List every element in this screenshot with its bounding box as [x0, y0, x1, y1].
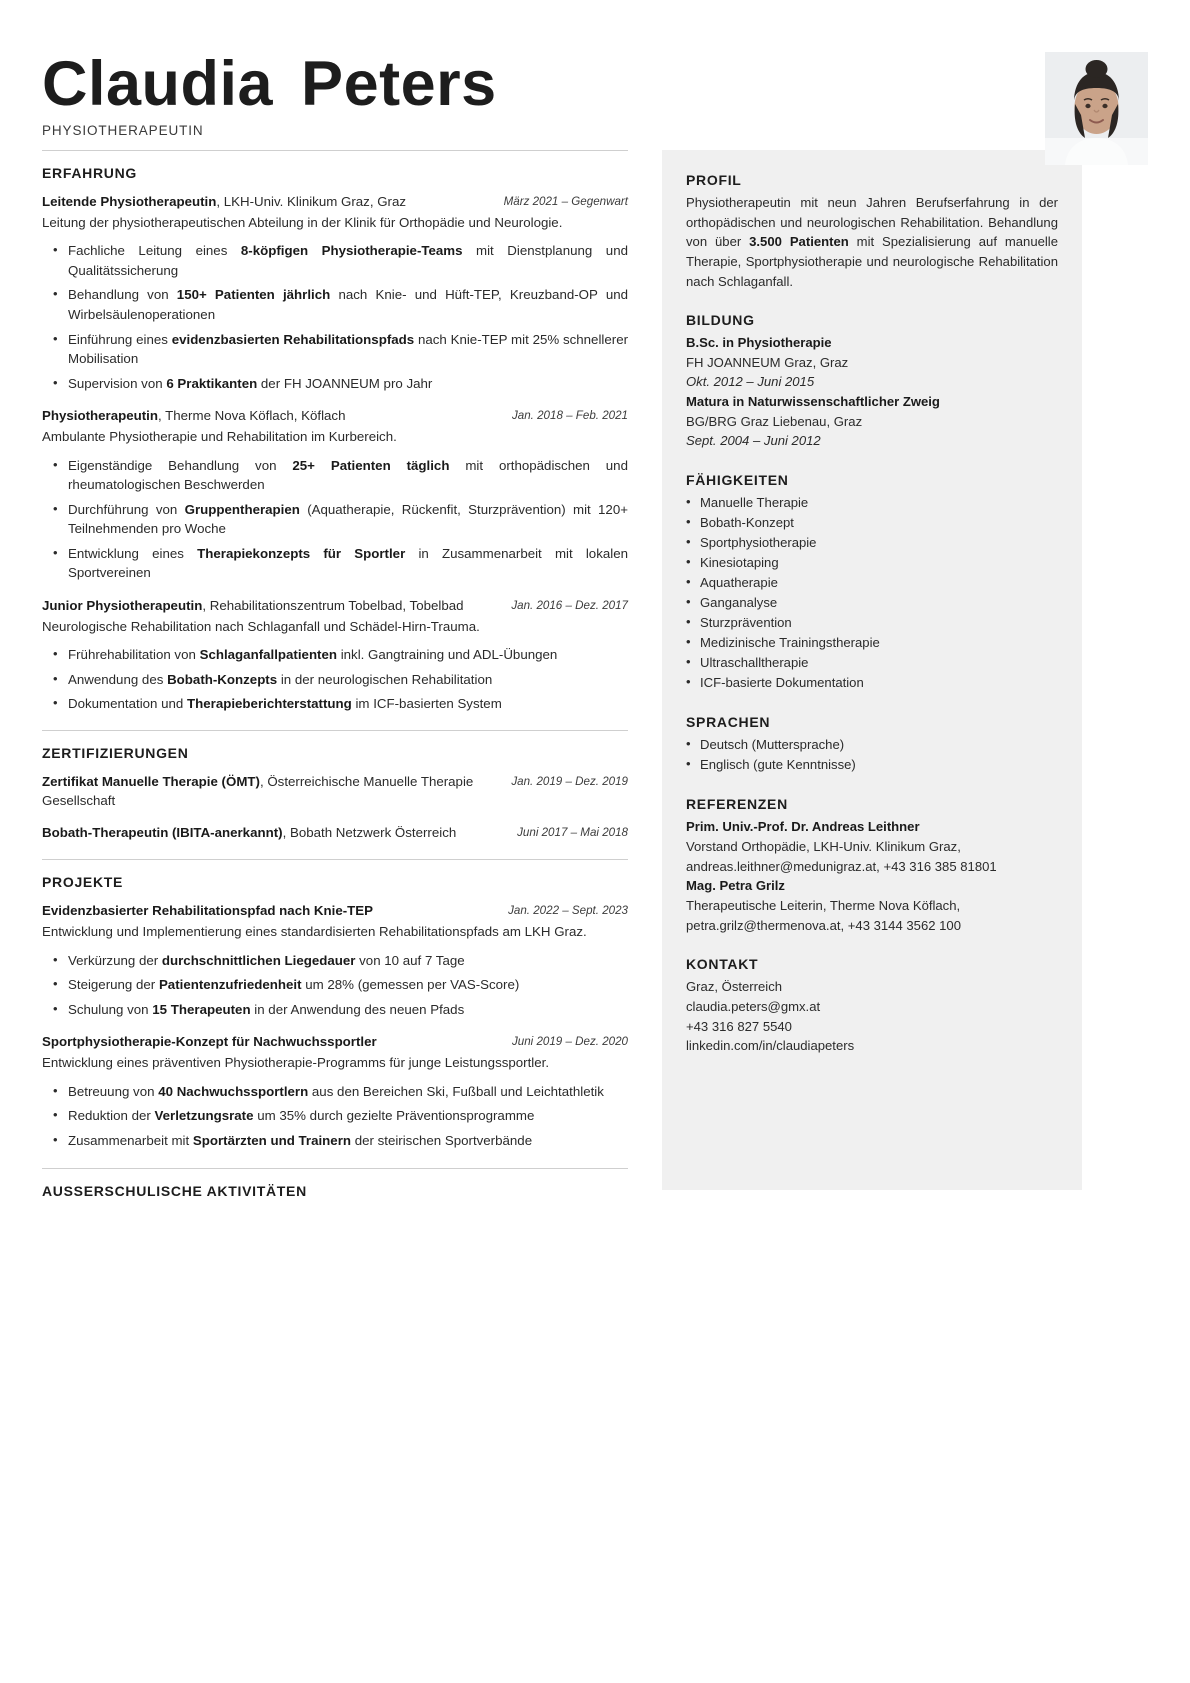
experience-role: Physiotherapeutin: [42, 408, 158, 424]
list-item: [42, 374, 628, 394]
list-item: [42, 456, 628, 495]
education-date: Sept. 2004 – Juni 2012: [686, 433, 821, 449]
bullet-text-post: mit Dienstplanung und Qualitätssicherung: [68, 243, 628, 278]
main-column: [42, 150, 640, 1199]
bullet-text-pre: Behandlung von: [68, 287, 177, 303]
section-divider: [42, 730, 628, 731]
section-languages: [686, 714, 1058, 775]
bullet-text-bold: Schlaganfallpatienten: [199, 647, 338, 663]
experience-entry: [42, 193, 628, 393]
project-description: Entwicklung und Implementierung eines standardisierten Rehabilitationspfads am LKH Graz.: [42, 924, 587, 940]
section-title-languages: SPRACHEN: [686, 714, 771, 731]
experience-company: , LKH-Univ. Klinikum Graz, Graz: [216, 194, 407, 209]
certification-entry: [42, 773, 628, 811]
contact-location: Graz, Österreich: [686, 979, 783, 995]
section-title-certifications: ZERTIFIZIERUNGEN: [42, 744, 189, 761]
section-education: [686, 312, 1058, 451]
bullet-text-bold: 25+ Patienten täglich: [292, 457, 450, 473]
list-item: • Englisch (gute Kenntnisse): [686, 755, 1058, 775]
contact-linkedin[interactable]: linkedin.com/in/claudiapeters: [686, 1038, 855, 1054]
bullet-text-bold: 15 Therapeuten: [152, 1001, 251, 1017]
section-experience: [42, 150, 628, 714]
experience-entry-header: [42, 193, 628, 212]
experience-description: Ambulante Physiotherapie und Rehabilitation im Kurbereich.: [42, 429, 397, 444]
profile-text-part2: mit Spezialisierung auf manuelle Therapie, Sportphysiotherapie und neurologische Rehabilitation nach Schlaganfall.: [686, 234, 1058, 289]
list-item: [42, 1106, 628, 1126]
experience-date: Jan. 2016 – Dez. 2017: [511, 598, 628, 612]
reference-position: Vorstand Orthopädie, LKH-Univ. Klinikum Graz,: [686, 839, 961, 855]
reference-name: Prim. Univ.-Prof. Dr. Andreas Leithner: [686, 819, 920, 835]
section-title-projects: PROJEKTE: [42, 874, 124, 891]
profile-text-part1: Physiotherapeutin mit neun Jahren Berufserfahrung in der orthopädischen und neurologischen Rehabilitation. Behandlung von über: [686, 195, 1058, 250]
certification-entry: [42, 824, 628, 843]
bullet-text-post: in der neurologischen Rehabilitation: [277, 671, 493, 687]
certification-date: Juni 2017 – Mai 2018: [517, 826, 628, 840]
bullet-text-post: mit orthopädischen und rheumatologischen Beschwerden: [68, 457, 628, 493]
reference-contact: andreas.leithner@medunigraz.at, +43 316 385 81801: [686, 858, 997, 874]
bullet-text-post: nach Knie- und Hüft-TEP, Kreuzband-OP und Wirbelsäulenoperationen: [68, 287, 628, 322]
experience-bullet-list: [42, 456, 628, 583]
list-item: [42, 500, 628, 539]
bullet-text-post: um 35% durch gezielte Präventionsprogramme: [253, 1108, 535, 1124]
section-divider: [42, 859, 628, 860]
project-entry-header: [42, 902, 628, 921]
resume-header: [0, 0, 1190, 150]
education-entry: [686, 333, 1058, 392]
bullet-text-pre: Verkürzung der: [68, 952, 162, 968]
list-item: [42, 951, 628, 971]
section-divider: [42, 1168, 628, 1169]
resume-body: [0, 150, 1190, 1199]
bullet-text-post: von 10 auf 7 Tage: [355, 952, 465, 968]
list-item: • Sturzprävention: [686, 613, 1058, 633]
bullet-text-bold: Patientenzufriedenheit: [158, 977, 302, 993]
bullet-text-pre: Entwicklung eines: [68, 545, 198, 561]
list-item: • Ultraschalltherapie: [686, 653, 1058, 673]
reference-entry: [686, 876, 1058, 935]
experience-company: , Rehabilitationszentrum Tobelbad, Tobelbad: [202, 597, 464, 613]
list-item: [42, 1000, 628, 1020]
list-item: • Manuelle Therapie: [686, 493, 1058, 513]
list-item: • Aquatherapie: [686, 573, 1058, 593]
experience-entry: [42, 407, 628, 583]
bullet-text-pre: Einführung eines: [68, 331, 172, 347]
profile-highlight: 3.500 Patienten: [749, 234, 849, 250]
bullet-text-bold: Bobath-Konzepts: [167, 671, 278, 687]
section-title-experience: ERFAHRUNG: [42, 165, 137, 181]
experience-description: Leitung der physiotherapeutischen Abteilung in der Klinik für Orthopädie und Neurologie.: [42, 214, 563, 230]
project-entry: [42, 902, 628, 1019]
section-title-profile: PROFIL: [686, 172, 742, 188]
certification-date: Jan. 2019 – Dez. 2019: [511, 774, 628, 788]
experience-entry-header: [42, 407, 628, 426]
bullet-text-bold: Sportärzten und Trainern: [192, 1132, 351, 1148]
list-item: • Kinesiotaping: [686, 553, 1058, 573]
bullet-text-pre: Betreuung von: [68, 1083, 159, 1099]
section-extracurricular: [42, 1168, 628, 1199]
experience-role: Leitende Physiotherapeutin: [42, 194, 217, 209]
bullet-text-pre: Eigenständige Behandlung von: [68, 457, 293, 473]
list-item: [42, 670, 628, 690]
list-item: [42, 975, 628, 995]
experience-entry-header: [42, 597, 628, 616]
profile-text: [686, 193, 1058, 291]
bullet-text-bold: Therapieberichterstattung: [187, 696, 352, 712]
experience-entry: [42, 597, 628, 714]
bullet-text-post: um 28% (gemessen per VAS-Score): [301, 977, 520, 993]
bullet-text-post: im ICF-basierten System: [351, 696, 502, 712]
bullet-text-pre: Supervision von: [68, 375, 167, 391]
bullet-text-post: der steirischen Sportverbände: [351, 1132, 533, 1148]
bullet-text-pre: Frührehabilitation von: [68, 647, 200, 663]
bullet-text-pre: Reduktion der: [68, 1108, 155, 1124]
education-school: FH JOANNEUM Graz, Graz: [686, 354, 849, 370]
list-item: [42, 1082, 628, 1102]
bullet-text-bold: evidenzbasierten Rehabilitationspfads: [171, 331, 415, 347]
project-entry: [42, 1033, 628, 1150]
portrait-photo: [1045, 52, 1148, 165]
bullet-text-bold: 8-köpfigen Physiotherapie-Teams: [240, 243, 463, 259]
portrait-illustration: [1045, 52, 1148, 165]
bullet-text-post: inkl. Gangtraining und ADL-Übungen: [337, 647, 558, 663]
contact-email[interactable]: claudia.peters@gmx.at: [686, 998, 821, 1014]
list-item: • Medizinische Trainingstherapie: [686, 633, 1058, 653]
bullet-text-bold: 150+ Patienten jährlich: [176, 287, 331, 303]
education-school: BG/BRG Graz Liebenau, Graz: [686, 413, 863, 429]
experience-bullet-list: [42, 645, 628, 714]
list-item: [42, 330, 628, 369]
bullet-text-post: aus den Bereichen Ski, Fußball und Leichtathletik: [308, 1083, 604, 1099]
education-date: Okt. 2012 – Juni 2015: [686, 374, 815, 390]
bullet-text-pre: Zusammenarbeit mit: [68, 1132, 193, 1148]
certification-issuer: , Bobath Netzwerk Österreich: [282, 825, 457, 841]
list-item: [42, 241, 628, 280]
list-item: • ICF-basierte Dokumentation: [686, 673, 1058, 693]
list-item: • Deutsch (Muttersprache): [686, 735, 1058, 755]
experience-role: Junior Physiotherapeutin: [42, 597, 203, 613]
project-bullet-list: [42, 951, 628, 1020]
project-date: Jan. 2022 – Sept. 2023: [508, 904, 628, 918]
list-item: [42, 645, 628, 665]
bullet-text-post: (Aquatherapie, Rückenfit, Sturzprävention) mit 120+ Teilnehmenden pro Woche: [68, 501, 628, 537]
reference-entry: [686, 817, 1058, 876]
section-certifications: [42, 730, 628, 844]
bullet-text-post: in der Anwendung des neuen Pfads: [250, 1001, 465, 1017]
certification-name: Bobath-Therapeutin (IBITA-anerkannt): [42, 825, 283, 841]
education-degree: Matura in Naturwissenschaftlicher Zweig: [686, 394, 940, 410]
project-date: Juni 2019 – Dez. 2020: [511, 1035, 628, 1049]
experience-date: Jan. 2018 – Feb. 2021: [511, 409, 628, 423]
bullet-text-post: in Zusammenarbeit mit lokalen Sportvereinen: [68, 545, 628, 581]
section-title-references: REFERENZEN: [686, 796, 788, 813]
bullet-text-bold: Therapiekonzepts für Sportler: [197, 545, 406, 561]
section-projects: [42, 859, 628, 1150]
experience-description: Neurologische Rehabilitation nach Schlaganfall und Schädel-Hirn-Trauma.: [42, 618, 480, 634]
section-title-contact: KONTAKT: [686, 956, 759, 973]
section-skills: [686, 472, 1058, 693]
section-references: [686, 796, 1058, 935]
project-entry-header: [42, 1033, 628, 1052]
list-item: • Bobath-Konzept: [686, 513, 1058, 533]
certification-issuer: , Österreichische Manuelle Therapie Gesellschaft: [42, 773, 474, 808]
section-title-education: BILDUNG: [686, 312, 755, 329]
section-title-skills: FÄHIGKEITEN: [686, 472, 789, 489]
bullet-text-pre: Durchführung von: [68, 501, 185, 517]
section-contact: [686, 956, 1058, 1056]
languages-list: [686, 735, 1058, 775]
section-divider: [42, 150, 628, 151]
bullet-text-bold: Verletzungsrate: [154, 1108, 254, 1124]
experience-date: März 2021 – Gegenwart: [503, 195, 628, 208]
reference-name: Mag. Petra Grilz: [686, 878, 785, 894]
experience-company: , Therme Nova Köflach, Köflach: [158, 408, 346, 424]
education-degree: B.Sc. in Physiotherapie: [686, 335, 832, 351]
bullet-text-post: nach Knie-TEP mit 25% schnellerer Mobilisation: [68, 331, 629, 367]
list-item: • Sportphysiotherapie: [686, 533, 1058, 553]
contact-phone[interactable]: +43 316 827 5540: [686, 1018, 792, 1034]
candidate-name: Claudia Peters: [42, 49, 497, 119]
project-bullet-list: [42, 1082, 628, 1151]
bullet-text-pre: Schulung von: [68, 1001, 153, 1017]
bullet-text-bold: durchschnittlichen Liegedauer: [161, 952, 356, 968]
list-item: • Ganganalyse: [686, 593, 1058, 613]
experience-bullet-list: [42, 241, 628, 393]
reference-contact: petra.grilz@thermenova.at, +43 3144 3562 100: [686, 917, 961, 933]
certification-name: Zertifikat Manuelle Therapie (ÖMT): [42, 773, 260, 789]
certification-entry-header: [42, 824, 628, 843]
bullet-text-pre: Fachliche Leitung eines: [68, 243, 241, 259]
bullet-text-pre: Anwendung des: [68, 671, 168, 687]
bullet-text-post: der FH JOANNEUM pro Jahr: [257, 375, 433, 391]
reference-position: Therapeutische Leiterin, Therme Nova Köflach,: [686, 897, 961, 913]
bullet-text-pre: Dokumentation und: [68, 696, 188, 712]
list-item: [42, 694, 628, 714]
candidate-job-title: PHYSIOTHERAPEUTIN: [42, 123, 204, 139]
bullet-text-pre: Steigerung der: [68, 977, 159, 993]
list-item: [42, 1131, 628, 1151]
project-description: Entwicklung eines präventiven Physiotherapie-Programms für junge Leistungssportler.: [42, 1055, 550, 1071]
bullet-text-bold: 6 Praktikanten: [166, 375, 258, 391]
section-title-extracurricular: AUSSERSCHULISCHE AKTIVITÄTEN: [42, 1183, 307, 1200]
list-item: [42, 544, 628, 583]
list-item: [42, 285, 628, 324]
skills-list: [686, 493, 1058, 693]
education-entry: [686, 392, 1058, 451]
project-name: Evidenzbasierter Rehabilitationspfad nach Knie-TEP: [42, 903, 374, 919]
section-profile: [686, 172, 1058, 291]
certification-entry-header: [42, 773, 628, 811]
bullet-text-bold: Gruppentherapien: [184, 501, 300, 517]
sidebar-column: [662, 150, 1082, 1190]
project-name: Sportphysiotherapie-Konzept für Nachwuchssportler: [42, 1034, 377, 1050]
bullet-text-bold: 40 Nachwuchssportlern: [158, 1083, 309, 1099]
